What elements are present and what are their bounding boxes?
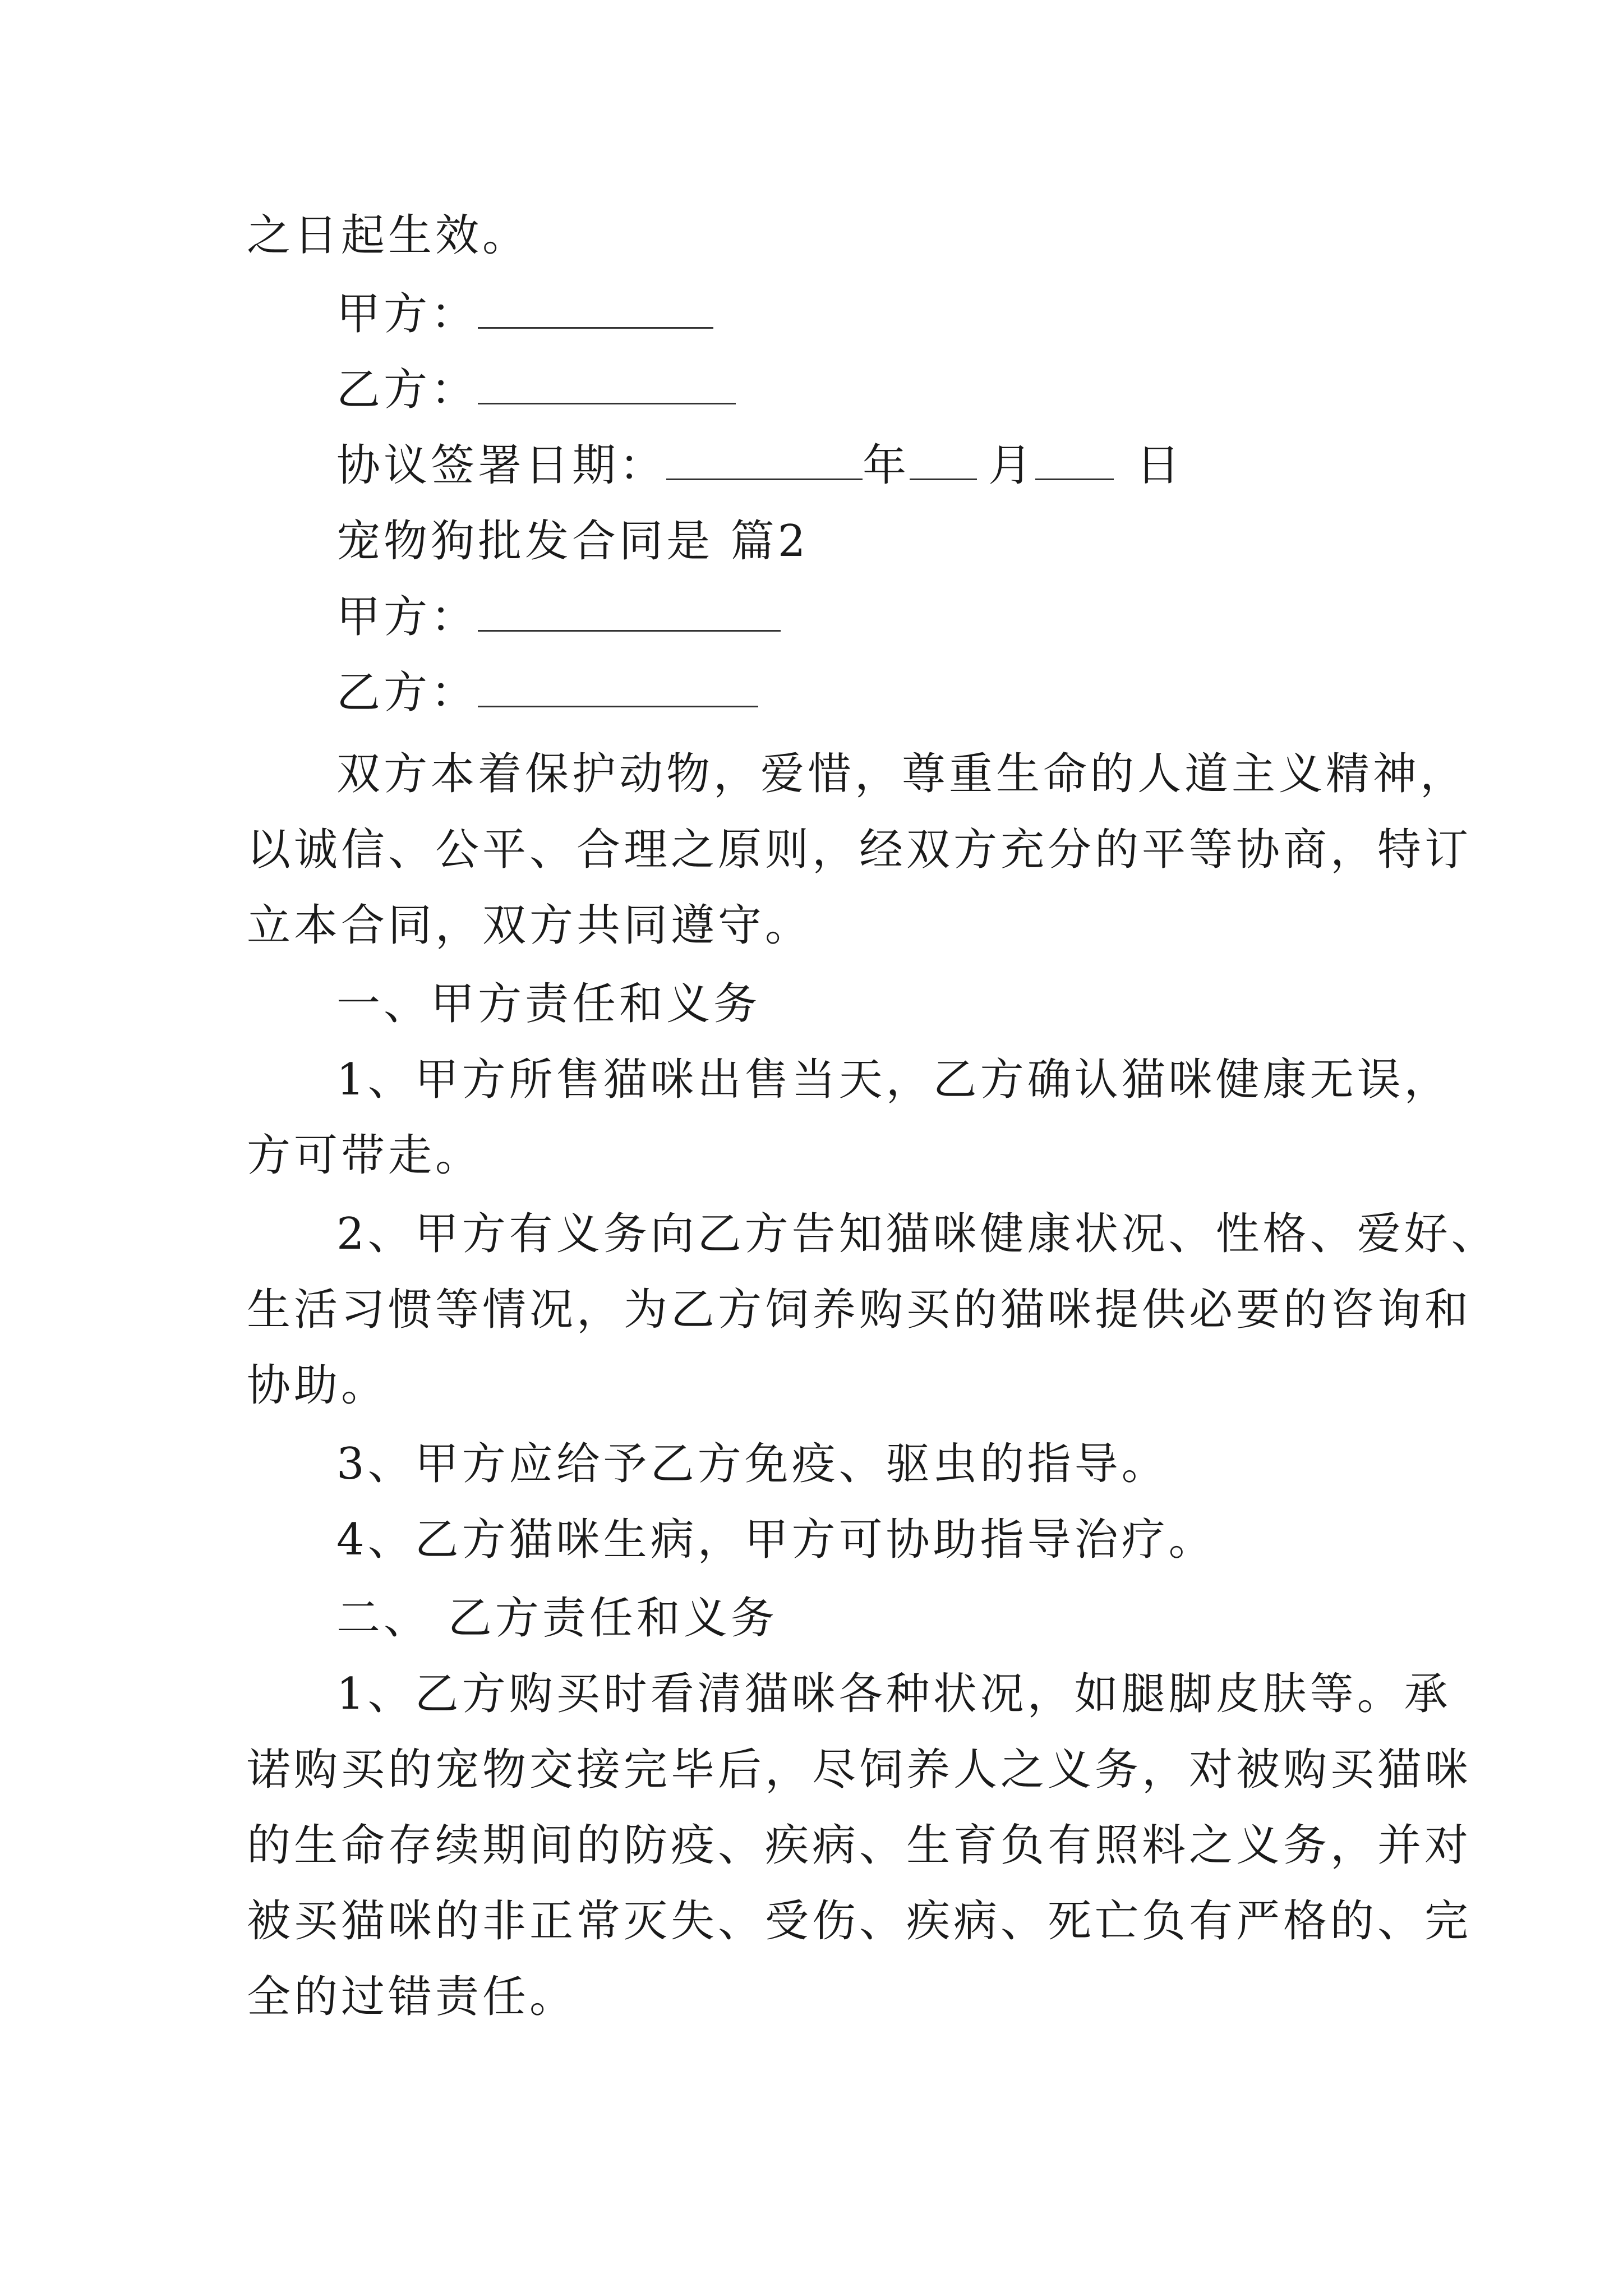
paragraph-line: 方可带走。 <box>247 1130 483 1181</box>
paragraph-line: 3、甲方应给予乙方免疫、驱虫的指导。 <box>336 1439 1169 1489</box>
sign-date-line <box>336 438 1183 494</box>
party-a-line-2 <box>336 589 781 645</box>
party-a-blank <box>478 288 713 329</box>
day-blank <box>1035 439 1114 480</box>
party-b-line <box>336 362 736 418</box>
day-label: 日 <box>1136 440 1184 491</box>
party-b-line-2 <box>336 665 758 721</box>
year-blank <box>666 439 863 480</box>
paragraph-line: 协助。 <box>247 1360 389 1411</box>
party-b-label: 乙方： <box>336 365 478 415</box>
paragraph-line: 以诚信、公平、合理之原则，经双方充分的平等协商，特订 <box>247 825 1472 875</box>
month-label: 月 <box>988 440 1036 491</box>
paragraph-line: 的生命存续期间的防疫、疾病、生育负有照料之义务，并对 <box>247 1820 1472 1871</box>
paragraph-line: 4、乙方猫咪生病，甲方可协助指导治疗。 <box>336 1515 1216 1565</box>
heading-2: 二、 乙方责任和义务 <box>336 1593 778 1644</box>
year-label: 年 <box>863 440 910 491</box>
party-a-line <box>336 286 713 342</box>
heading-1: 一、甲方责任和义务 <box>336 979 761 1029</box>
section-title: 宠物狗批发合同是 篇2 <box>336 516 809 567</box>
paragraph-line: 2、甲方有义务向乙方告知猫咪健康状况、性格、爱好、 <box>336 1209 1498 1259</box>
paragraph-line: 1、乙方购买时看清猫咪各种状况，如腿脚皮肤等。承 <box>336 1669 1451 1719</box>
party-b-label-2: 乙方： <box>336 668 478 718</box>
paragraph-line: 双方本着保护动物，爱惜，尊重生命的人道主义精神， <box>336 749 1468 799</box>
paragraph-line: 立本合同，双方共同遵守。 <box>247 900 813 951</box>
text-line: 之日起生效。 <box>247 210 530 261</box>
paragraph-line: 诺购买的宠物交接完毕后，尽饲养人之义务，对被购买猫咪 <box>247 1745 1472 1795</box>
party-b-blank-2 <box>478 666 758 707</box>
party-a-label: 甲方： <box>336 289 478 339</box>
paragraph-line: 全的过错责任。 <box>247 1972 577 2022</box>
paragraph-line: 生活习惯等情况，为乙方饲养购买的猫咪提供必要的咨询和 <box>247 1285 1472 1335</box>
sign-date-label: 协议签署日期： <box>336 440 667 491</box>
paragraph-line: 1、甲方所售猫咪出售当天，乙方确认猫咪健康无误， <box>336 1055 1451 1105</box>
party-a-blank-2 <box>478 591 781 632</box>
paragraph-line: 被买猫咪的非正常灭失、受伤、疾病、死亡负有严格的、完 <box>247 1896 1472 1947</box>
party-a-label-2: 甲方： <box>336 592 478 642</box>
party-b-blank <box>478 364 736 404</box>
month-blank <box>910 439 977 480</box>
